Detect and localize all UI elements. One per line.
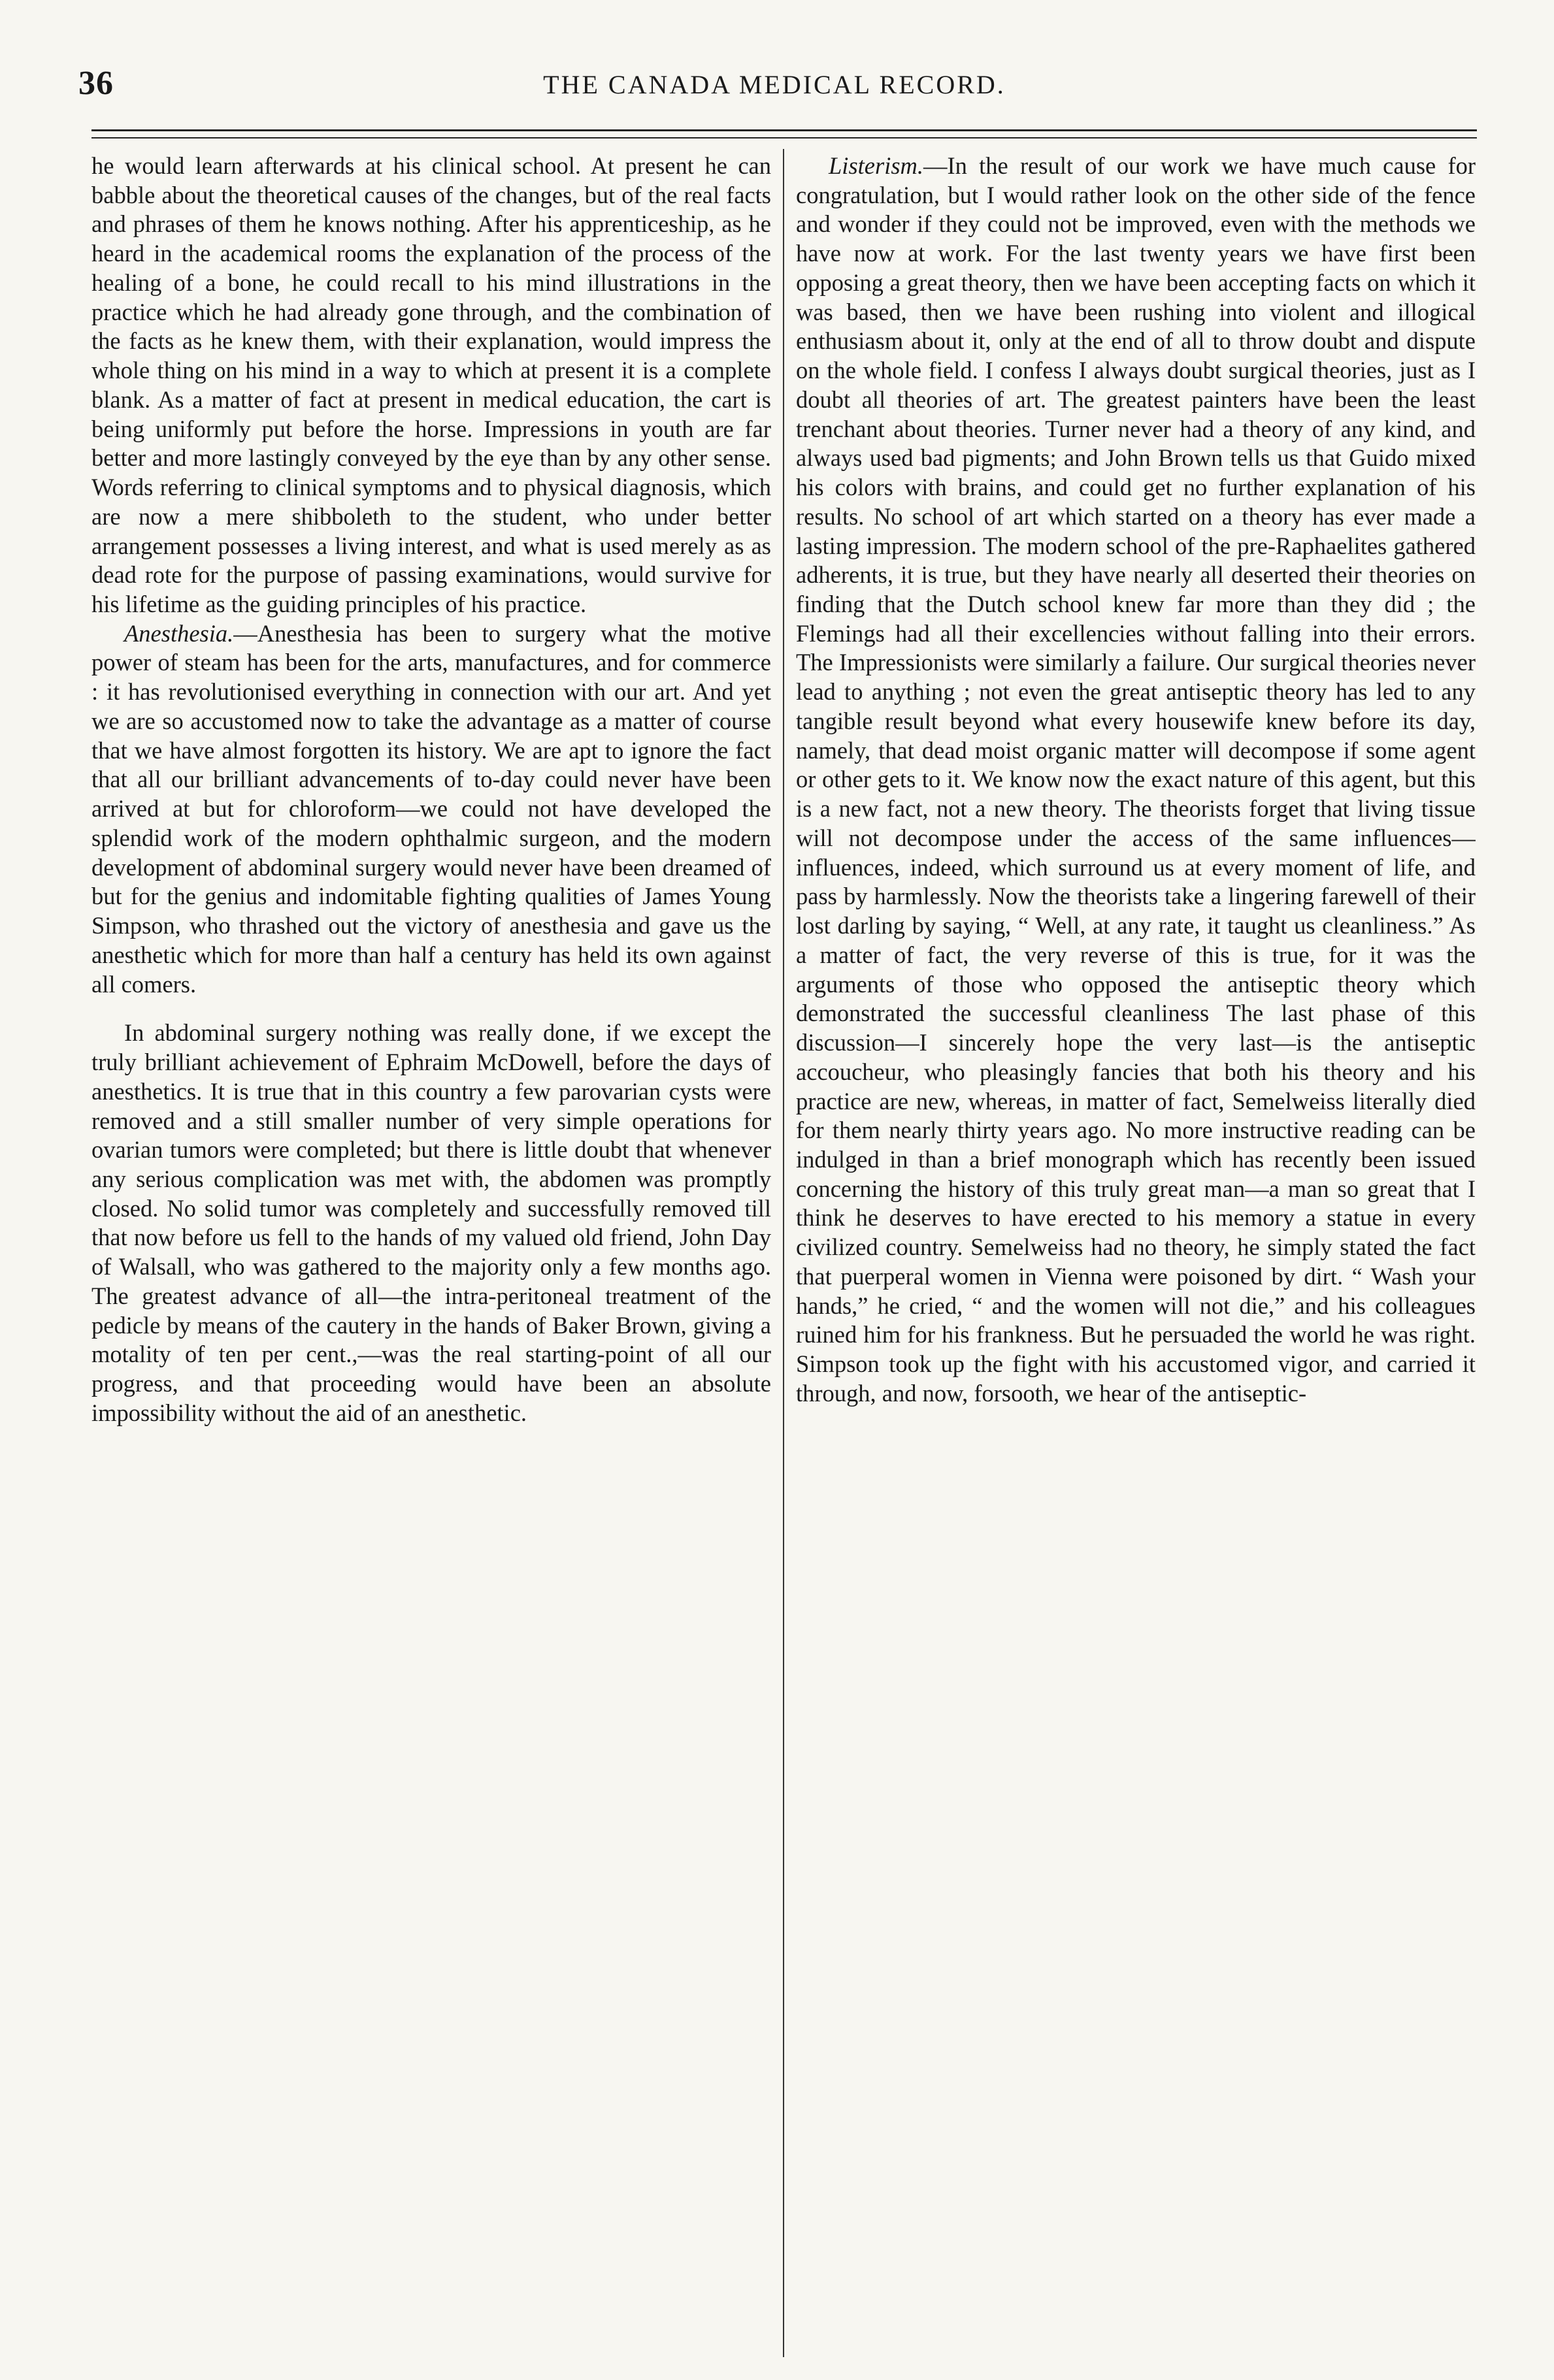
page-number: 36 <box>78 65 114 102</box>
header-rule-thin <box>91 137 1477 139</box>
paragraph-clinical-school: he would learn afterwards at his clinical school. At present he can babble about the theoretical causes of the changes, but of the real facts and phrases of them he knows nothing. After his apprenticeship, as he heard in the academical rooms the explanation of the process of the healing of a bone, he could recall to his mind illustrations in the practice which he had already gone through, and the combination of the facts as he knew them, with their explanation, would impress the whole thing on his mind in a way to which at present it is a complete blank. As a matter of fact at present in medical education, the cart is being uniformly put before the horse. Impressions in youth are far better and more lastingly conveyed by the eye than by any other sense. Words referring to clinical symptoms and to physical diagnosis, which are now a mere shibboleth to the student, who under better arrangement possesses a living interest, and what is used merely as as dead rote for the purpose of passing examinations, would survive for his lifetime as the guiding principles of his practice. <box>91 152 771 618</box>
column-divider <box>783 149 784 2357</box>
paragraph-anesthesia <box>91 619 771 1000</box>
journal-title: THE CANADA MEDICAL RECORD. <box>543 70 1006 99</box>
header-rule <box>91 129 1477 131</box>
right-column <box>796 152 1476 2347</box>
paragraph-abdominal-surgery: In abdominal surgery nothing was really done, if we except the truly brilliant achievement of Ephraim McDowell, before the days of anesthetics. It is true that in this country a few parovarian cysts were removed and a still smaller number of very simple operations for ovarian tumors were completed; but there is little doubt that whenever any serious complication was met with, the abdomen was promptly closed. No solid tumor was completely and successfully removed till that now before us fell to the hands of my valued old friend, John Day of Walsall, who was gathered to the majority only a few months ago. The greatest advance of all—the intra-peritoneal treatment of the pedicle by means of the cautery in the hands of Baker Brown, giving a motality of ten per cent.,—was the real starting-point of all our progress, and that proceeding would have been an absolute impossibility without the aid of an anesthetic. <box>91 1019 771 1426</box>
left-column <box>91 152 771 2347</box>
paragraph-listerism <box>796 152 1476 1409</box>
anesthesia-text: —Anesthesia has been to surgery what the motive power of steam has been for the arts, manufactures, and for commerce : it has revolutionised everything in connection with our art. And yet we are so accustomed now to take the advantage as a matter of course that we have almost forgotten its history. We are apt to ignore the fact that all our brilliant advancements of to-day could never have been arrived at but for chloroform—we could not have developed the splendid work of the modern ophthalmic surgeon, and the modern development of abdominal surgery would never have been dreamed of but for the genius and indomitable fighting qualities of James Young Simpson, who thrashed out the victory of anesthesia and gave us the anesthetic which for more than half a century has held its own against all comers. <box>91 619 771 998</box>
page-header <box>72 57 1477 110</box>
listerism-heading: Listerism. <box>829 152 924 179</box>
listerism-text: —In the result of our work we have much cause for congratulation, but I would rather look on the other side of the fence and wonder if they could not be improved, even with the methods we have now at work. For the last twenty years we have first been opposing a great theory, then we have been accepting facts on which it was based, then we have been rushing into violent and illogical enthusiasm about it, only at the end of all to throw doubt and dispute on the whole field. I confess I always doubt surgical theories, just as I doubt all theories of art. The greatest painters have been the least trenchant about theories. Turner never had a theory of any kind, and always used bad pigments; and John Brown tells us that Guido mixed his colors with brains, and could get no further explanation of his results. No school of art which started on a theory has ever made a lasting impression. The modern school of the pre-Raphaelites gathered adherents, it is true, but they have nearly all deserted their theories on finding that the Dutch school knew far more than they did ; the Flemings had all their excellencies without falling into their errors. The Impressionists were similarly a failure. Our surgical theories never lead to anything ; not even the great antiseptic theory has led to any tangible result beyond what every housewife knew before its day, namely, that dead moist organic matter will decompose if some agent or other gets to it. We know now the exact nature of this agent, but this is a new fact, not a new theory. The theorists forget that living tissue will not decompose under the access of the same influences—influences, indeed, which surround us at every moment of life, and pass by harmlessly. Now the theorists take a lingering farewell of their lost darling by saying, “ Well, at any rate, it taught us cleanliness.” As a matter of fact, the very reverse of this is true, for it was the arguments of those who opposed the antiseptic theory which demonstrated the successful cleanliness The last phase of this discussion—I sincerely hope the very last—is the antiseptic accoucheur, who pleasingly fancies that both his theory and his practice are new, whereas, in matter of fact, Semelweiss literally died for them nearly thirty years ago. No more instructive reading can be indulged in than a brief monograph which has recently been issued concerning the history of this truly great man—a man so great that I think he deserves to have erected to his memory a statue in every civilized country. Semelweiss had no theory, he simply stated the fact that puerperal women in Vienna were poisoned by dirt. “ Wash your hands,” he cried, “ and the women will not die,” and his colleagues ruined him for his frankness. But he persuaded the world he was right. Simpson took up the fight with his accustomed vigor, and carried it through, and now, forsooth, we hear of the antiseptic- <box>796 152 1476 1407</box>
anesthesia-heading: Anesthesia. <box>124 619 234 647</box>
